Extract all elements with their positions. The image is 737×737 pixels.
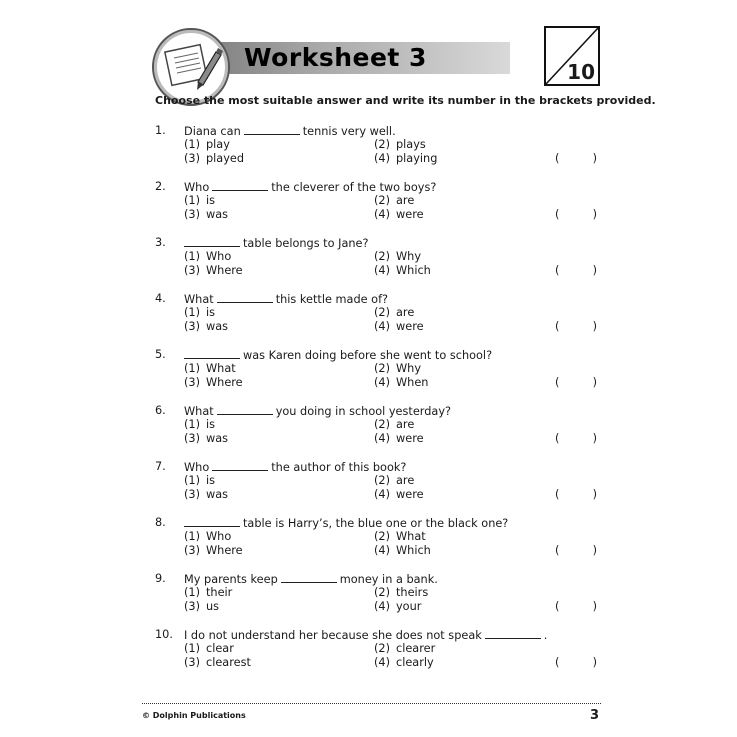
answer-option xyxy=(184,488,228,501)
option-number: (2) xyxy=(374,642,391,655)
option-number: (4) xyxy=(374,600,391,613)
option-number: (3) xyxy=(184,264,201,277)
question-item xyxy=(155,572,605,628)
stem-after-blank: money in a bank. xyxy=(339,573,438,586)
question-stem xyxy=(184,404,451,418)
bracket-open: ( xyxy=(555,600,560,613)
question-stem xyxy=(184,348,492,362)
option-number: (1) xyxy=(184,362,201,375)
bracket-open: ( xyxy=(555,208,560,221)
option-number: (3) xyxy=(184,432,201,445)
option-text: your xyxy=(396,600,422,613)
title-banner xyxy=(192,42,510,74)
answer-option xyxy=(184,544,243,557)
bracket-close: ) xyxy=(592,152,597,165)
bracket-open: ( xyxy=(555,152,560,165)
question-stem xyxy=(184,572,438,586)
option-text: Where xyxy=(206,544,243,557)
bracket-open: ( xyxy=(555,376,560,389)
option-text: play xyxy=(206,138,230,151)
answer-option xyxy=(374,208,424,221)
question-number: 10. xyxy=(155,628,173,641)
question-stem xyxy=(184,460,406,474)
bracket-close: ) xyxy=(592,656,597,669)
option-number: (2) xyxy=(374,362,391,375)
answer-bracket[interactable] xyxy=(555,544,597,557)
option-text: playing xyxy=(396,152,438,165)
stem-after-blank: was Karen doing before she went to school? xyxy=(243,349,493,362)
stem-before-blank: What xyxy=(184,293,214,306)
answer-option xyxy=(374,320,424,333)
question-item xyxy=(155,348,605,404)
option-text: theirs xyxy=(396,586,429,599)
answer-option xyxy=(184,600,219,613)
option-text: Where xyxy=(206,264,243,277)
option-number: (1) xyxy=(184,530,201,543)
option-number: (3) xyxy=(184,488,201,501)
answer-option xyxy=(374,586,428,599)
question-item xyxy=(155,628,605,684)
option-text: was xyxy=(206,432,229,445)
option-number: (1) xyxy=(184,250,201,263)
answer-bracket[interactable] xyxy=(555,208,597,221)
option-number: (1) xyxy=(184,418,201,431)
option-number: (4) xyxy=(374,208,391,221)
option-number: (1) xyxy=(184,138,201,151)
publisher-credit: © Dolphin Publications xyxy=(142,711,246,720)
bracket-close: ) xyxy=(592,432,597,445)
option-text: was xyxy=(206,488,229,501)
option-number: (4) xyxy=(374,656,391,669)
answer-option xyxy=(184,152,244,165)
option-text: is xyxy=(206,194,216,207)
question-stem xyxy=(184,180,436,194)
stem-before-blank: Who xyxy=(184,461,210,474)
option-text: clear xyxy=(206,642,234,655)
answer-option xyxy=(184,138,230,151)
worksheet-title: Worksheet 3 xyxy=(244,43,427,72)
option-number: (2) xyxy=(374,250,391,263)
bracket-close: ) xyxy=(592,544,597,557)
question-item xyxy=(155,460,605,516)
worksheet-header xyxy=(152,24,600,86)
option-text: is xyxy=(206,418,216,431)
option-number: (1) xyxy=(184,474,201,487)
answer-option xyxy=(374,306,414,319)
question-stem xyxy=(184,628,547,642)
answer-option xyxy=(184,656,251,669)
answer-blank xyxy=(217,404,273,415)
option-text: What xyxy=(206,362,236,375)
bracket-open: ( xyxy=(555,544,560,557)
bracket-open: ( xyxy=(555,488,560,501)
option-number: (2) xyxy=(374,474,391,487)
answer-bracket[interactable] xyxy=(555,320,597,333)
stem-after-blank: the author of this book? xyxy=(271,461,407,474)
bracket-close: ) xyxy=(592,208,597,221)
option-text: us xyxy=(206,600,220,613)
option-text: were xyxy=(396,208,424,221)
stem-before-blank: What xyxy=(184,405,214,418)
stem-after-blank: you doing in school yesterday? xyxy=(275,405,451,418)
option-text: were xyxy=(396,320,424,333)
answer-bracket[interactable] xyxy=(555,488,597,501)
bracket-open: ( xyxy=(555,656,560,669)
option-number: (3) xyxy=(184,544,201,557)
question-item xyxy=(155,124,605,180)
option-text: Which xyxy=(396,544,431,557)
option-number: (3) xyxy=(184,376,201,389)
stem-before-blank: I do not understand her because she does not speak xyxy=(184,629,482,642)
option-text: When xyxy=(396,376,429,389)
question-item xyxy=(155,516,605,572)
stem-before-blank: Diana can xyxy=(184,125,241,138)
option-text: Which xyxy=(396,264,431,277)
option-number: (3) xyxy=(184,656,201,669)
bracket-close: ) xyxy=(592,488,597,501)
stem-before-blank: Who xyxy=(184,181,210,194)
total-score: 10 xyxy=(567,60,595,84)
option-text: is xyxy=(206,474,216,487)
answer-bracket[interactable] xyxy=(555,152,597,165)
option-number: (4) xyxy=(374,320,391,333)
option-text: clearest xyxy=(206,656,251,669)
option-number: (4) xyxy=(374,152,391,165)
answer-option xyxy=(374,376,428,389)
answer-option xyxy=(374,250,421,263)
question-item xyxy=(155,236,605,292)
answer-blank xyxy=(281,572,337,583)
answer-option xyxy=(184,208,228,221)
page-number: 3 xyxy=(590,708,600,723)
question-item xyxy=(155,180,605,236)
bracket-close: ) xyxy=(592,320,597,333)
option-number: (4) xyxy=(374,488,391,501)
answer-option xyxy=(184,474,215,487)
answer-blank xyxy=(184,348,240,359)
footer-divider xyxy=(142,703,601,704)
answer-option xyxy=(184,320,228,333)
answer-blank xyxy=(485,628,541,639)
answer-option xyxy=(374,138,426,151)
answer-option xyxy=(374,544,431,557)
question-stem xyxy=(184,124,396,138)
option-text: were xyxy=(396,432,424,445)
answer-blank xyxy=(184,516,240,527)
option-number: (2) xyxy=(374,306,391,319)
option-number: (1) xyxy=(184,306,201,319)
answer-option xyxy=(184,530,231,543)
answer-option xyxy=(184,306,215,319)
answer-bracket[interactable] xyxy=(555,600,597,613)
answer-option xyxy=(184,250,231,263)
answer-bracket[interactable] xyxy=(555,656,597,669)
question-stem xyxy=(184,292,388,306)
stem-after-blank: table belongs to Jane? xyxy=(243,237,369,250)
option-text: plays xyxy=(396,138,426,151)
option-text: are xyxy=(396,418,415,431)
answer-option xyxy=(184,432,228,445)
option-number: (3) xyxy=(184,152,201,165)
answer-blank xyxy=(217,292,273,303)
option-text: Who xyxy=(206,530,232,543)
option-number: (3) xyxy=(184,600,201,613)
option-text: was xyxy=(206,208,229,221)
bracket-open: ( xyxy=(555,264,560,277)
answer-option xyxy=(374,530,426,543)
option-text: Who xyxy=(206,250,232,263)
option-text: clearly xyxy=(396,656,434,669)
question-number: 1. xyxy=(155,124,166,137)
stem-after-blank: . xyxy=(543,629,548,642)
question-stem xyxy=(184,236,368,250)
option-text: is xyxy=(206,306,216,319)
option-text: was xyxy=(206,320,229,333)
option-text: are xyxy=(396,306,415,319)
bracket-close: ) xyxy=(592,600,597,613)
option-number: (1) xyxy=(184,194,201,207)
question-number: 6. xyxy=(155,404,166,417)
answer-blank xyxy=(212,460,268,471)
answer-option xyxy=(374,264,431,277)
answer-option xyxy=(184,194,215,207)
stem-after-blank: table is Harry’s, the blue one or the black one? xyxy=(243,517,509,530)
answer-blank xyxy=(212,180,268,191)
answer-blank xyxy=(184,236,240,247)
answer-option xyxy=(374,152,437,165)
answer-option xyxy=(374,642,435,655)
question-number: 9. xyxy=(155,572,166,585)
question-number: 5. xyxy=(155,348,166,361)
answer-option xyxy=(374,600,421,613)
option-number: (4) xyxy=(374,376,391,389)
option-text: Where xyxy=(206,376,243,389)
answer-bracket[interactable] xyxy=(555,376,597,389)
option-number: (3) xyxy=(184,320,201,333)
answer-option xyxy=(184,418,215,431)
instruction-text: Choose the most suitable answer and write its number in the brackets provided. xyxy=(155,94,656,107)
bracket-close: ) xyxy=(592,376,597,389)
option-number: (2) xyxy=(374,138,391,151)
option-text: clearer xyxy=(396,642,436,655)
answer-option xyxy=(374,474,414,487)
question-item xyxy=(155,404,605,460)
answer-option xyxy=(184,362,236,375)
option-number: (4) xyxy=(374,544,391,557)
answer-option xyxy=(374,488,424,501)
answer-option xyxy=(184,642,234,655)
question-stem xyxy=(184,516,508,530)
option-text: are xyxy=(396,474,415,487)
option-number: (4) xyxy=(374,432,391,445)
option-text: What xyxy=(396,530,426,543)
answer-bracket[interactable] xyxy=(555,432,597,445)
option-text: their xyxy=(206,586,233,599)
question-number: 4. xyxy=(155,292,166,305)
option-number: (2) xyxy=(374,530,391,543)
option-number: (4) xyxy=(374,264,391,277)
answer-option xyxy=(374,432,424,445)
option-text: played xyxy=(206,152,245,165)
answer-option xyxy=(184,376,243,389)
option-text: Why xyxy=(396,250,422,263)
stem-after-blank: tennis very well. xyxy=(302,125,396,138)
score-box xyxy=(544,26,600,86)
answer-option xyxy=(374,362,421,375)
option-text: were xyxy=(396,488,424,501)
option-text: are xyxy=(396,194,415,207)
answer-option xyxy=(374,656,434,669)
answer-option xyxy=(374,194,414,207)
answer-blank xyxy=(244,124,300,135)
stem-after-blank: the cleverer of the two boys? xyxy=(271,181,437,194)
question-number: 7. xyxy=(155,460,166,473)
bracket-open: ( xyxy=(555,320,560,333)
option-number: (1) xyxy=(184,642,201,655)
answer-option xyxy=(184,586,232,599)
stem-before-blank: My parents keep xyxy=(184,573,278,586)
question-number: 3. xyxy=(155,236,166,249)
option-number: (2) xyxy=(374,194,391,207)
question-number: 2. xyxy=(155,180,166,193)
answer-option xyxy=(374,418,414,431)
stem-after-blank: this kettle made of? xyxy=(275,293,389,306)
bracket-open: ( xyxy=(555,432,560,445)
question-item xyxy=(155,292,605,348)
option-number: (1) xyxy=(184,586,201,599)
option-number: (2) xyxy=(374,418,391,431)
question-number: 8. xyxy=(155,516,166,529)
answer-option xyxy=(184,264,243,277)
option-number: (2) xyxy=(374,586,391,599)
bracket-close: ) xyxy=(592,264,597,277)
option-text: Why xyxy=(396,362,422,375)
answer-bracket[interactable] xyxy=(555,264,597,277)
option-number: (3) xyxy=(184,208,201,221)
